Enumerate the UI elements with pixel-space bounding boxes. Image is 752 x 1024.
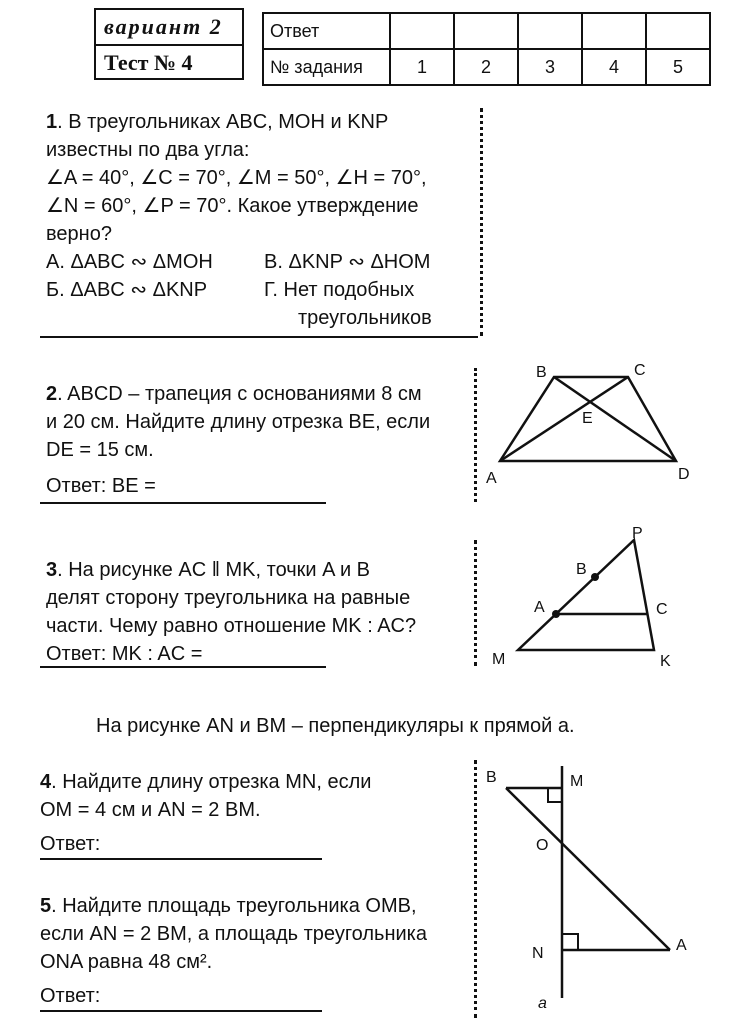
task3-block bbox=[46, 556, 471, 668]
task-number: 3 bbox=[518, 49, 582, 85]
task1-line5: верно? bbox=[46, 223, 112, 245]
task1-option-g-cont: треугольников bbox=[298, 307, 432, 329]
task2-answer-line bbox=[40, 502, 326, 504]
label-a: a bbox=[538, 995, 547, 1012]
variant-box bbox=[94, 8, 244, 80]
task4-number: 4 bbox=[40, 771, 52, 793]
divider-dotted bbox=[480, 108, 483, 336]
common-statement: На рисунке AN и BM – перпендикуляры к прямой a. bbox=[96, 715, 575, 737]
label-C: C bbox=[634, 362, 646, 379]
task3-answer-line bbox=[40, 666, 326, 668]
task4-line2: OM = 4 см и AN = 2 BM. bbox=[40, 799, 261, 821]
label-A: A bbox=[486, 470, 497, 487]
task2-line2: и 20 см. Найдите длину отрезка BE, если bbox=[46, 411, 431, 433]
divider-dotted bbox=[474, 760, 477, 1018]
task1-option-b[interactable]: Б. ΔABC ∾ ΔKNP bbox=[46, 279, 208, 301]
task-row-label: № задания bbox=[263, 49, 390, 85]
task-number: 4 bbox=[582, 49, 646, 85]
label-A: A bbox=[534, 599, 545, 616]
task1-line3: ∠A = 40°, ∠C = 70°, ∠M = 50°, ∠H = 70°, bbox=[46, 167, 427, 189]
task3-line1: . На рисунке AC ǁ MK, точки A и B bbox=[57, 559, 371, 581]
task1-option-g[interactable]: Г. Нет подобных bbox=[264, 279, 415, 301]
diagonal-bd bbox=[554, 377, 676, 461]
answer-cell-5[interactable] bbox=[646, 13, 710, 49]
task3-line3: части. Чему равно отношение MK : AC? bbox=[46, 615, 417, 637]
point-B bbox=[591, 573, 599, 581]
task1-line2: известны по два угла: bbox=[46, 139, 250, 161]
triangle-figure bbox=[484, 520, 684, 680]
answer-cell-1[interactable] bbox=[390, 13, 454, 49]
divider-dotted bbox=[474, 540, 477, 666]
triangle-mpk bbox=[518, 540, 654, 650]
task5-number: 5 bbox=[40, 895, 52, 917]
answer-table bbox=[262, 12, 711, 86]
right-angle-m-icon bbox=[548, 788, 562, 802]
task2-number: 2 bbox=[46, 383, 58, 405]
variant-label: вариант 2 bbox=[104, 14, 223, 39]
task-number: 1 bbox=[390, 49, 454, 85]
task5-line3: ONA равна 48 см². bbox=[40, 951, 213, 973]
task5-line2: если AN = 2 BM, а площадь треугольника bbox=[40, 923, 427, 945]
divider-line bbox=[40, 336, 478, 338]
task4-line1: . Найдите длину отрезка MN, если bbox=[51, 771, 372, 793]
answer-cell-2[interactable] bbox=[454, 13, 518, 49]
label-O: O bbox=[536, 837, 549, 854]
task-number-row bbox=[263, 49, 710, 85]
answer-cell-3[interactable] bbox=[518, 13, 582, 49]
label-C: C bbox=[656, 601, 668, 618]
task4-answer-line bbox=[40, 858, 322, 860]
label-B: B bbox=[486, 769, 497, 786]
task-number: 2 bbox=[454, 49, 518, 85]
diagonal-ac bbox=[500, 377, 628, 461]
task5-answer[interactable]: Ответ: bbox=[40, 985, 101, 1007]
label-N: N bbox=[532, 945, 544, 962]
label-M: M bbox=[570, 773, 584, 790]
divider-dotted bbox=[474, 368, 477, 502]
task1-option-v[interactable]: В. ΔKNP ∾ ΔHOM bbox=[264, 251, 431, 273]
task3-number: 3 bbox=[46, 559, 58, 581]
answer-row-label: Ответ bbox=[263, 13, 390, 49]
task-number: 5 bbox=[646, 49, 710, 85]
label-A: A bbox=[676, 937, 687, 954]
segment-ba bbox=[506, 788, 670, 950]
label-P: P bbox=[632, 525, 643, 542]
task2-answer[interactable]: Ответ: BE = bbox=[46, 475, 156, 497]
task1-option-a[interactable]: А. ΔABC ∾ ΔMOH bbox=[46, 251, 213, 273]
task1-line1: . В треугольниках ABC, MOH и KNP bbox=[57, 111, 389, 133]
answer-cell-4[interactable] bbox=[582, 13, 646, 49]
task1-line4: ∠N = 60°, ∠P = 70°. Какое утверждение bbox=[46, 195, 419, 217]
task1-number: 1 bbox=[46, 111, 58, 133]
task4-block bbox=[40, 768, 465, 858]
label-B: B bbox=[576, 561, 587, 578]
test-label: Тест № 4 bbox=[96, 44, 242, 80]
right-angle-n-icon bbox=[562, 934, 578, 950]
task1-block bbox=[46, 108, 476, 332]
task5-line1: . Найдите площадь треугольника OMB, bbox=[51, 895, 417, 917]
task3-line2: делят сторону треугольника на равные bbox=[46, 587, 411, 609]
task2-line3: DE = 15 см. bbox=[46, 439, 154, 461]
answer-row bbox=[263, 13, 710, 49]
task5-answer-line bbox=[40, 1010, 322, 1012]
task2-block bbox=[46, 380, 471, 500]
perpendiculars-figure bbox=[478, 760, 708, 1022]
task2-line1: . ABCD – трапеция с основаниями 8 см bbox=[57, 383, 422, 405]
task3-answer[interactable]: Ответ: MK : AC = bbox=[46, 643, 203, 665]
trapezoid-figure bbox=[480, 355, 710, 495]
label-K: K bbox=[660, 653, 671, 670]
task5-block bbox=[40, 892, 470, 1010]
label-M: M bbox=[492, 651, 506, 668]
label-D: D bbox=[678, 466, 690, 483]
point-A bbox=[552, 610, 560, 618]
label-B: B bbox=[536, 364, 547, 381]
task4-answer[interactable]: Ответ: bbox=[40, 833, 101, 855]
label-E: E bbox=[582, 410, 593, 427]
